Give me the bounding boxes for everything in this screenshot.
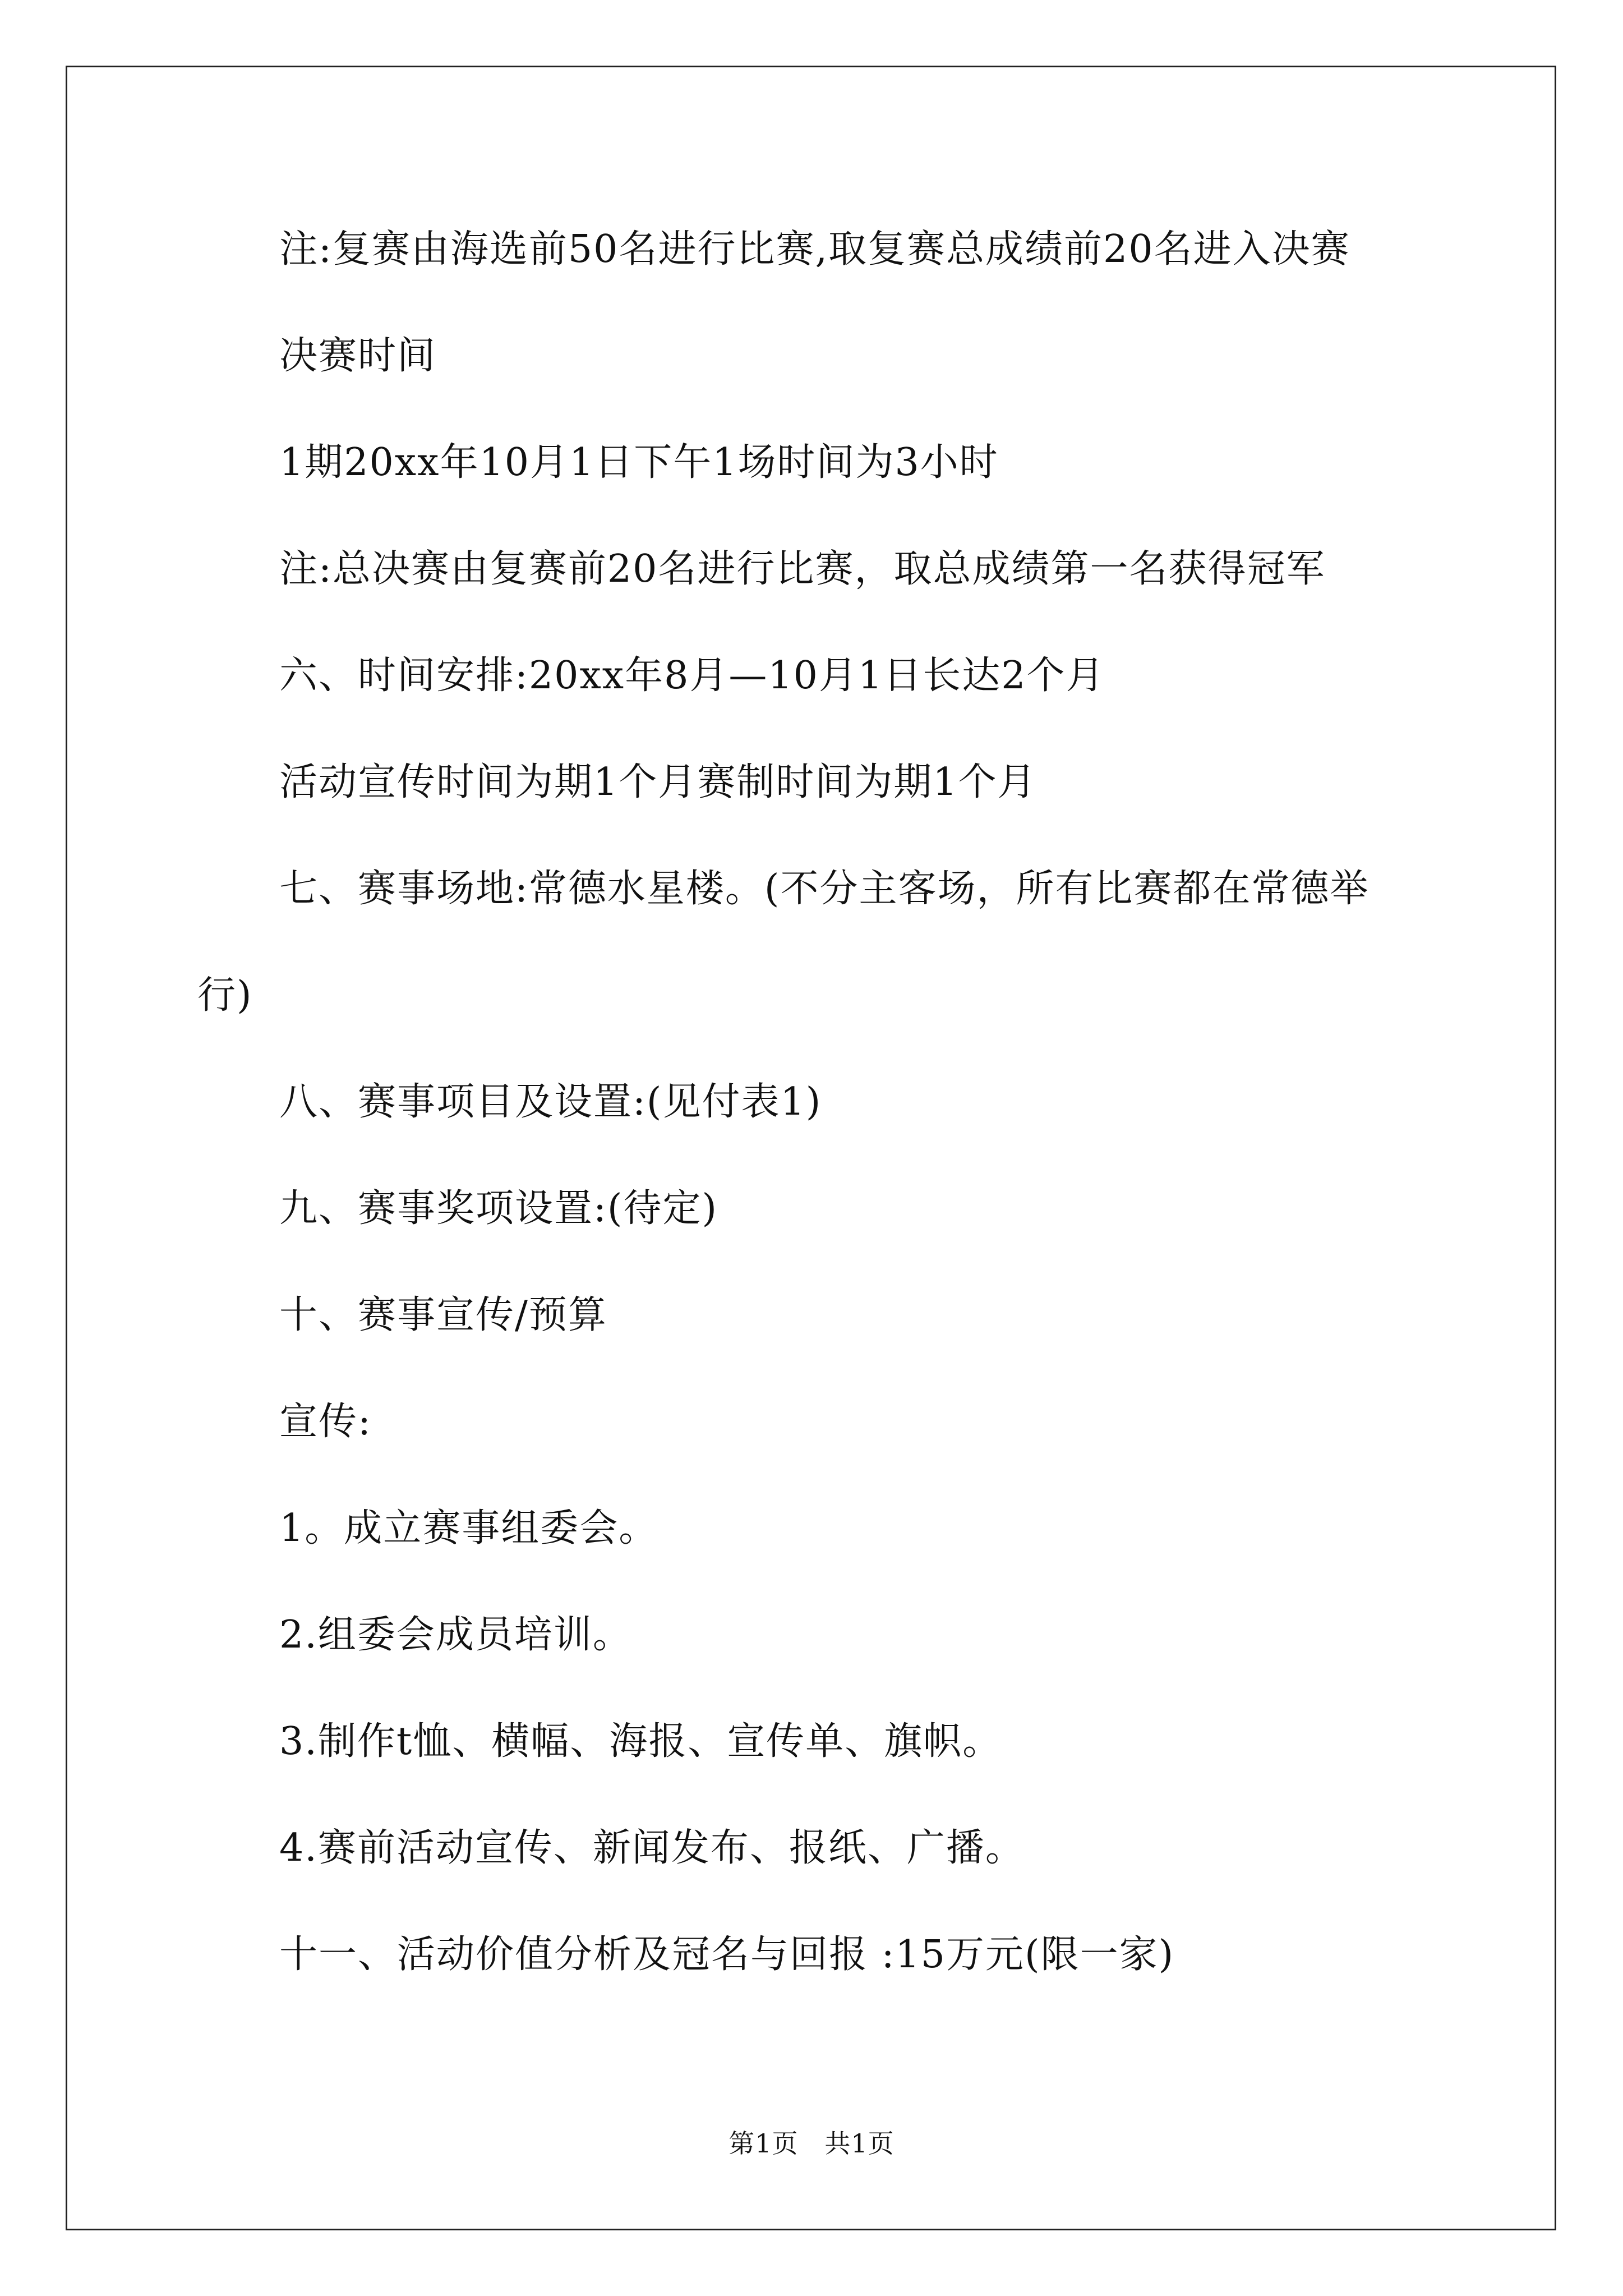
text-line-promo-item-4: 4.赛前活动宣传、新闻发布、报纸、广播。 [279,1826,1025,1870]
text-line-promo-item-3: 3.制作t恤、横幅、海报、宣传单、旗帜。 [279,1719,1002,1764]
text-line-promo-item-1: 1。成立赛事组委会。 [279,1506,658,1550]
text-line-final-time-heading: 决赛时间 [279,334,437,378]
text-line-promo-item-2: 2.组委会成员培训。 [279,1613,632,1657]
page-number-footer: 第1页 共1页 [728,2128,895,2159]
text-line-semifinal-note: 注:复赛由海选前50名进行比赛,取复赛总成绩前20名进入决赛 [279,227,1350,272]
text-line-final-schedule: 1期20xx年10月1日下午1场时间为3小时 [279,440,999,485]
text-line-promo-label: 宣传: [279,1400,372,1444]
text-line-awards: 九、赛事奖项设置:(待定) [279,1186,718,1231]
text-line-final-note: 注:总决赛由复赛前20名进行比赛，取总成绩第一名获得冠军 [279,547,1326,591]
text-line-venue-continued: 行) [197,973,253,1018]
text-line-promo-duration: 活动宣传时间为期1个月赛制时间为期1个月 [279,760,1037,804]
text-line-sponsorship: 十一、活动价值分析及冠名与回报 :15万元(限一家) [279,1932,1175,1977]
text-line-time-arrangement: 六、时间安排:20xx年8月—10月1日长达2个月 [279,654,1105,698]
text-line-promo-budget-heading: 十、赛事宣传/预算 [279,1293,607,1337]
text-line-events-setup: 八、赛事项目及设置:(见付表1) [279,1080,822,1124]
text-line-venue: 七、赛事场地:常德水星楼。(不分主客场，所有比赛都在常德举 [279,867,1370,911]
